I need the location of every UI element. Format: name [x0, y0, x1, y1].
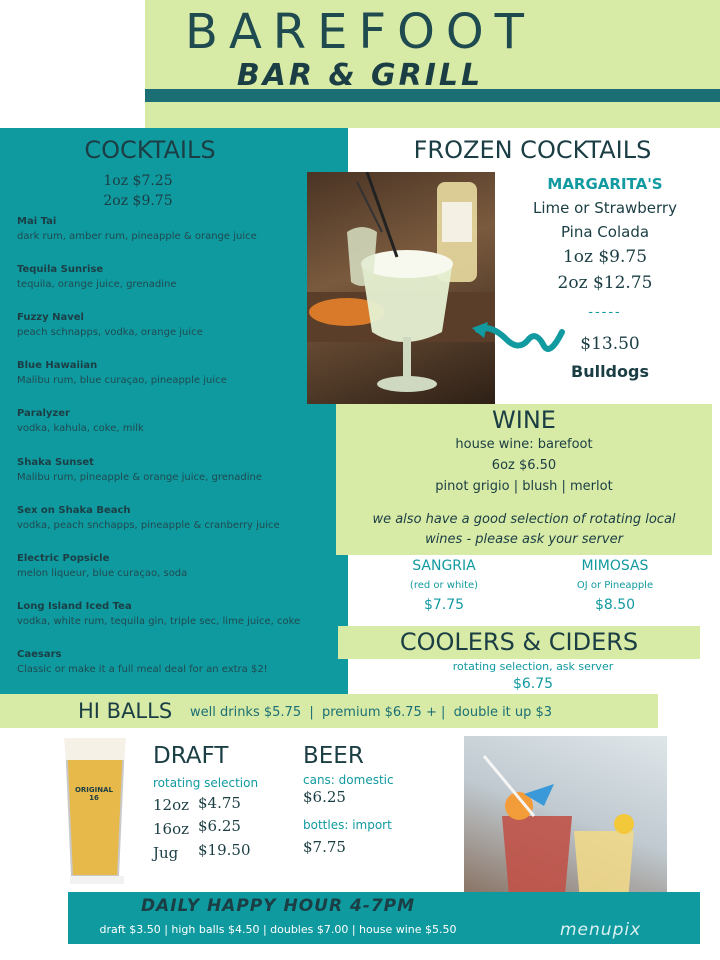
draft-size: Jug — [153, 844, 179, 862]
cocktail-item — [17, 312, 337, 338]
pina-colada: Pina Colada — [560, 223, 650, 241]
cocktail-desc: vodka, peach snchapps, pineapple & cranberry juice — [17, 520, 280, 531]
sangria-price: $7.75 — [423, 597, 465, 613]
wine-title: WINE — [492, 406, 556, 434]
beer-glass-image — [60, 736, 130, 886]
margarita-illustration — [307, 172, 495, 404]
coolers-price: $6.75 — [512, 676, 554, 692]
cocktail-desc: tequila, orange juice, grenadine — [17, 279, 177, 290]
arrow-icon — [470, 318, 570, 372]
draft-price: $4.75 — [198, 794, 241, 812]
cocktail-name: Long Island Iced Tea — [17, 601, 132, 612]
cocktail-item — [17, 601, 337, 627]
cocktail-name: Fuzzy Navel — [17, 312, 84, 323]
beer-bottles-label: bottles: import — [303, 818, 392, 832]
cocktail-desc: dark rum, amber rum, pineapple & orange juice — [17, 231, 257, 242]
cocktail-name: Electric Popsicle — [17, 553, 110, 564]
draft-title: DRAFT — [153, 743, 229, 769]
cocktail-name: Sex on Shaka Beach — [17, 505, 131, 516]
draft-price: $6.25 — [198, 817, 241, 835]
cocktail-item — [17, 216, 337, 242]
draft-size: 12oz — [153, 796, 190, 814]
wine-varieties: pinot grigio | blush | merlot — [435, 479, 613, 494]
beer-cans-label: cans: domestic — [303, 773, 394, 787]
sangria-sub: (red or white) — [409, 580, 479, 591]
hiballs-prices: well drinks $5.75 | premium $6.75 + | double it up $3 — [190, 705, 553, 720]
cocktail-name: Tequila Sunrise — [17, 264, 104, 275]
bulldog-price: $13.50 — [580, 334, 640, 354]
wine-house: house wine: barefoot — [455, 437, 593, 452]
cocktail-item — [17, 649, 337, 675]
happy-hour-title: DAILY HAPPY HOUR 4-7PM — [140, 896, 416, 916]
mimosas-sub: OJ or Pineapple — [576, 580, 654, 591]
cocktail-desc: vodka, kahula, coke, milk — [17, 423, 144, 434]
cocktail-name: Shaka Sunset — [17, 457, 94, 468]
draft-sub: rotating selection — [153, 776, 259, 790]
cocktails-price-2oz: 2oz $9.75 — [103, 193, 173, 209]
mimosas-title: MIMOSAS — [581, 558, 649, 574]
mimosas-price: $8.50 — [594, 597, 636, 613]
frozen-price-2oz: 2oz $12.75 — [557, 273, 653, 293]
cocktails-price-1oz: 1oz $7.25 — [103, 173, 173, 189]
bulldog-label: Bulldogs — [571, 362, 649, 381]
cocktail-desc: peach schnapps, vodka, orange juice — [17, 327, 203, 338]
restaurant-title: BAREFOOT — [185, 4, 535, 60]
cocktail-desc: Malibu rum, blue curaçao, pineapple juice — [17, 375, 227, 386]
sangria-title: SANGRIA — [412, 558, 476, 574]
cocktail-desc: melon liqueur, blue curaçao, soda — [17, 568, 188, 579]
happy-hour-prices: draft $3.50 | high balls $4.50 | doubles $7.00 | house wine $5.50 — [99, 923, 457, 936]
cocktail-name: Mai Tai — [17, 216, 57, 227]
hiballs-title: HI BALLS — [78, 699, 173, 723]
margarita-flavors: Lime or Strawberry — [533, 199, 677, 217]
cocktail-name: Paralyzer — [17, 408, 70, 419]
cocktail-item — [17, 553, 337, 579]
frozen-title: FROZEN COCKTAILS — [413, 136, 652, 164]
frozen-price-1oz: 1oz $9.75 — [562, 247, 648, 267]
coolers-sub: rotating selection, ask server — [452, 660, 614, 673]
beer-cans-price: $6.25 — [303, 788, 346, 806]
beer-bottles-price: $7.75 — [303, 838, 346, 856]
wine-price: 6oz $6.50 — [491, 458, 557, 473]
cocktail-name: Blue Hawaiian — [17, 360, 98, 371]
menupix-watermark: menupix — [560, 920, 642, 940]
cocktail-item — [17, 264, 337, 290]
glass-label: ORIGINAL 16 — [74, 786, 114, 802]
draft-price: $19.50 — [198, 841, 251, 859]
coolers-title: COOLERS & CIDERS — [399, 628, 639, 656]
cocktail-item — [17, 360, 337, 386]
cocktail-item — [17, 408, 337, 434]
cocktail-item — [17, 505, 337, 531]
cocktail-item — [17, 457, 337, 483]
cocktail-name: Caesars — [17, 649, 62, 660]
header-underband — [145, 102, 720, 128]
cocktail-desc: Malibu rum, pineapple & orange juice, grenadine — [17, 472, 262, 483]
margarita-photo — [307, 172, 495, 404]
cocktail-desc: vodka, white rum, tequila gin, triple sec, lime juice, coke — [17, 616, 301, 627]
beer-title: BEER — [303, 743, 364, 769]
margaritas-heading: MARGARITA'S — [547, 175, 663, 193]
restaurant-subtitle: BAR & GRILL — [236, 58, 484, 93]
draft-size: 16oz — [153, 820, 190, 838]
cocktail-desc: Classic or make it a full meal deal for an extra $2! — [17, 664, 268, 675]
wine-note-1: we also have a good selection of rotating local — [372, 512, 676, 527]
wine-note-2: wines - please ask your server — [425, 532, 623, 547]
cocktails-title: COCKTAILS — [84, 136, 216, 164]
frozen-divider: ----- — [588, 305, 622, 320]
